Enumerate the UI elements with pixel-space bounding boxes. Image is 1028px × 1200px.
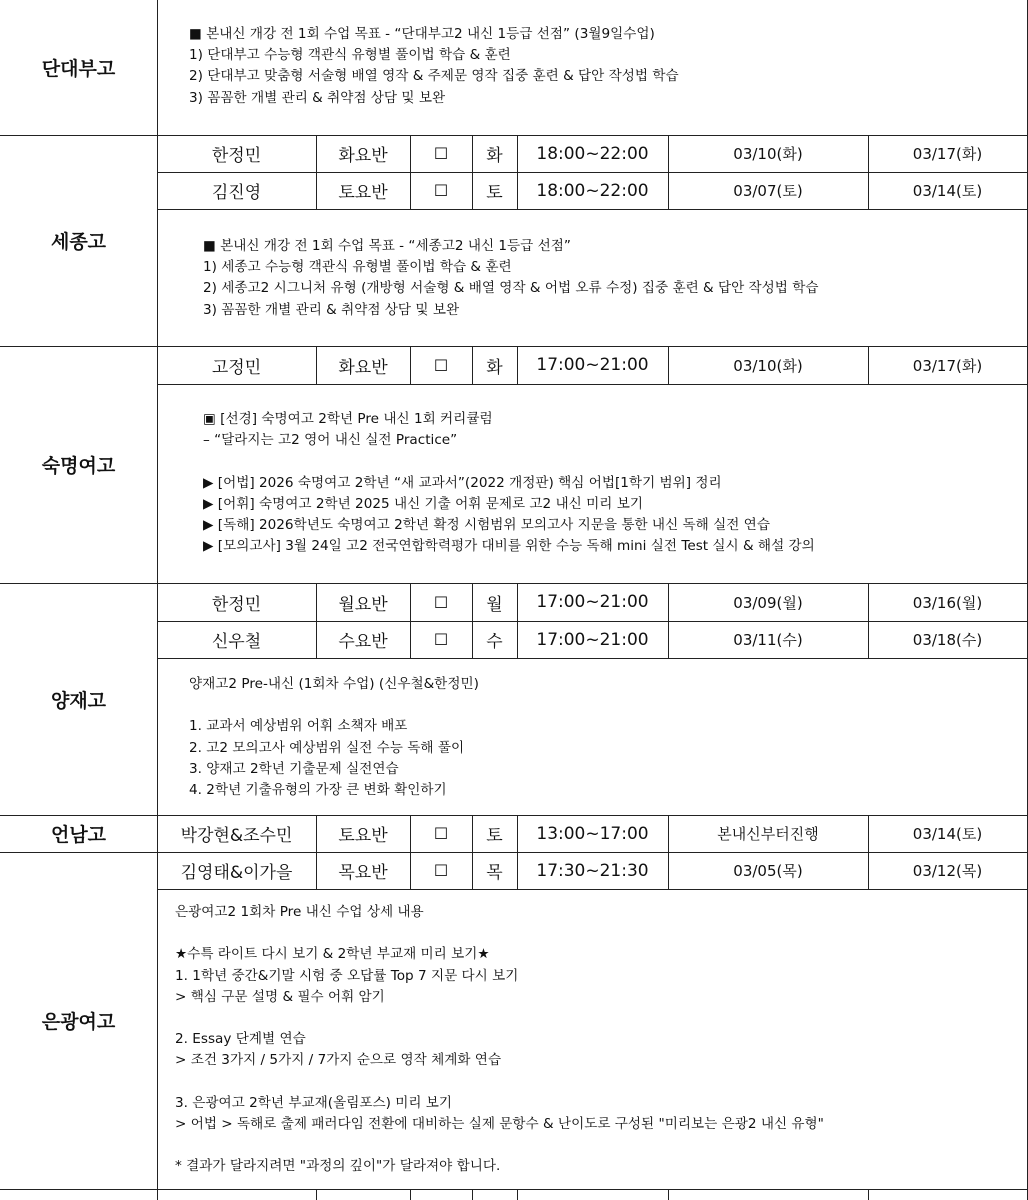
col-divider [517, 1189, 518, 1200]
weekday: 수 [486, 632, 503, 652]
sejong-class-note: ■ 본내신 개강 전 1회 수업 목표 - “세종고2 내신 1등급 선점” 1) 세종고 수능형 객관식 유형별 풀이법 학습 & 훈련 2) 세종고2 시그니처 유형 (개방형 서술형 & 배열 영작 & 어법 오류 수정) 집중 훈련 & 답안 작성법 학습 3) 꼼꼼한 개별 관리 & 취약점 상담 및 보완 [203, 238, 819, 318]
checkbox[interactable]: ☐ [433, 181, 449, 200]
weekday: 토 [486, 826, 503, 846]
class-name: 화요반 [338, 146, 388, 166]
teacher-name: 김진영 [211, 183, 262, 203]
teacher-name: 신우철 [211, 632, 262, 652]
checkbox[interactable]: ☐ [433, 592, 449, 612]
col-divider [472, 1189, 473, 1200]
checkbox[interactable]: ☐ [433, 824, 449, 843]
second-class-date: 03/18(수) [912, 631, 983, 649]
teacher-name: 김영태&이가을 [180, 863, 293, 883]
first-class-date: 03/05(목) [733, 862, 803, 880]
first-class-date: 03/10(화) [733, 145, 803, 163]
col-divider [410, 1189, 411, 1200]
school-name-dandae: 단대부고 [41, 58, 116, 80]
row-divider [157, 889, 1028, 890]
checkbox[interactable]: ☐ [433, 861, 449, 880]
checkbox[interactable]: ☐ [433, 630, 449, 649]
school-name-yangjae: 양재고 [50, 689, 107, 712]
checkbox[interactable]: ☐ [433, 144, 449, 163]
class-name: 수요반 [338, 632, 388, 652]
school-name-sejong: 세종고 [50, 231, 107, 253]
col-divider [868, 1189, 869, 1200]
class-time: 17:30~21:30 [536, 860, 649, 881]
teacher-name: 한정민 [211, 146, 262, 166]
weekday: 화 [486, 146, 503, 166]
class-time: 18:00~22:00 [536, 143, 649, 164]
first-class-date: 03/10(화) [733, 356, 803, 375]
second-class-date: 03/17(화) [912, 145, 983, 163]
yangjae-class-note: 양재고2 Pre-내신 (1회차 수업) (신우철&한정민) 1. 교과서 예상범위 어휘 소책자 배포 2. 고2 모의고사 예상범위 실전 수능 독해 풀이 3. 양재고 2학년 기출문제 실전연습 4. 2학년 기출유형의 가장 큰 변화 확인하기 [189, 676, 479, 799]
class-time: 17:00~21:00 [536, 355, 649, 375]
class-name: 월요반 [338, 594, 388, 615]
row-divider [157, 209, 1028, 210]
second-class-date: 03/14(토) [912, 182, 983, 200]
col-divider [316, 1189, 317, 1200]
school-name-sookmyung: 숙명여고 [41, 455, 116, 477]
sookmyung-class-note: ▣ [선경] 숙명여고 2학년 Pre 내신 1회 커리큘럼 – “달라지는 고2 영어 내신 실전 Practice” ▶ [어법] 2026 숙명여고 2학년 “새 교과서”(2022 개정판) 핵심 어법[1학기 범위] 정리 ▶ [어휘] 숙명여고 2학년 2025 내신 기출 어휘 문제로 고2 내신 미리 보기 ▶ [독해] 2026학년도 숙명여고 2학년 확정 시험범위 모의고사 지문을 통한 내신 독해 실전 연습 ▶ [모의고사] 3월 24일 고2 전국연합학력평가 대비를 위한 수능 독해 mini 실전 Test 실시 & 해설 강의 [203, 411, 815, 555]
class-time: 17:00~21:00 [536, 629, 649, 650]
row-divider [157, 384, 1028, 385]
class-time: 13:00~17:00 [536, 823, 649, 844]
eungwang-class-note: 은광여고2 1회차 Pre 내신 수업 상세 내용 ★수특 라이트 다시 보기 & 2학년 부교재 미리 보기★ 1. 1학년 중간&기말 시험 중 오답률 Top 7 지문 다시 보기 > 핵심 구문 설명 & 필수 어휘 암기 2. Essay 단계별 연습 > 조건 3가지 / 5가지 / 7가지 순으로 영작 체계화 연습 3. 은광여고 2학년 부교재(올림포스) 미리 보기 > 어법 > 독해로 출제 패러다임 전환에 대비하는 실제 문항수 & 난이도로 구성된 "미리보는 은광2 내신 유형" * 결과가 달라지려면 "과정의 깊이"가 달라져야 합니다. [175, 904, 824, 1175]
weekday: 월 [486, 594, 503, 615]
second-class-date: 03/17(화) [912, 356, 983, 375]
first-class-date: 03/07(토) [733, 182, 803, 200]
first-class-date: 03/11(수) [733, 631, 803, 649]
class-time: 17:00~21:00 [536, 592, 649, 612]
dandae-class-note: ■ 본내신 개강 전 1회 수업 목표 - “단대부고2 내신 1등급 선점” (3월9일수업) 1) 단대부고 수능형 객관식 유형별 풀이법 학습 & 훈련 2) 단대부고 맞춤형 서술형 배열 영작 & 주제문 영작 집중 훈련 & 답안 작성법 학습 3) 꼼꼼한 개별 관리 & 취약점 상담 및 보완 [189, 26, 679, 106]
second-class-date: 03/16(월) [912, 593, 983, 612]
school-name-eungwang: 은광여고 [41, 1011, 116, 1033]
class-name: 목요반 [338, 863, 388, 883]
first-class-date: 03/09(월) [733, 593, 803, 612]
second-class-date: 03/12(목) [912, 862, 983, 880]
teacher-name: 한정민 [211, 594, 262, 615]
second-class-date: 03/14(토) [912, 825, 983, 843]
col-divider [668, 1189, 669, 1200]
teacher-name: 박강현&조수민 [180, 826, 293, 846]
weekday: 토 [486, 183, 503, 203]
school-name-eonnam: 언남고 [50, 824, 107, 846]
class-time: 18:00~22:00 [536, 180, 649, 201]
first-class-date: 본내신부터진행 [717, 825, 819, 843]
class-name: 토요반 [338, 826, 388, 846]
weekday: 목 [486, 863, 503, 883]
row-divider [0, 1189, 1028, 1190]
class-name: 토요반 [338, 183, 388, 203]
checkbox[interactable]: ☐ [433, 355, 449, 375]
teacher-name: 고정민 [211, 357, 262, 378]
class-name: 화요반 [338, 357, 388, 378]
row-divider [157, 658, 1028, 659]
weekday: 화 [486, 357, 503, 378]
